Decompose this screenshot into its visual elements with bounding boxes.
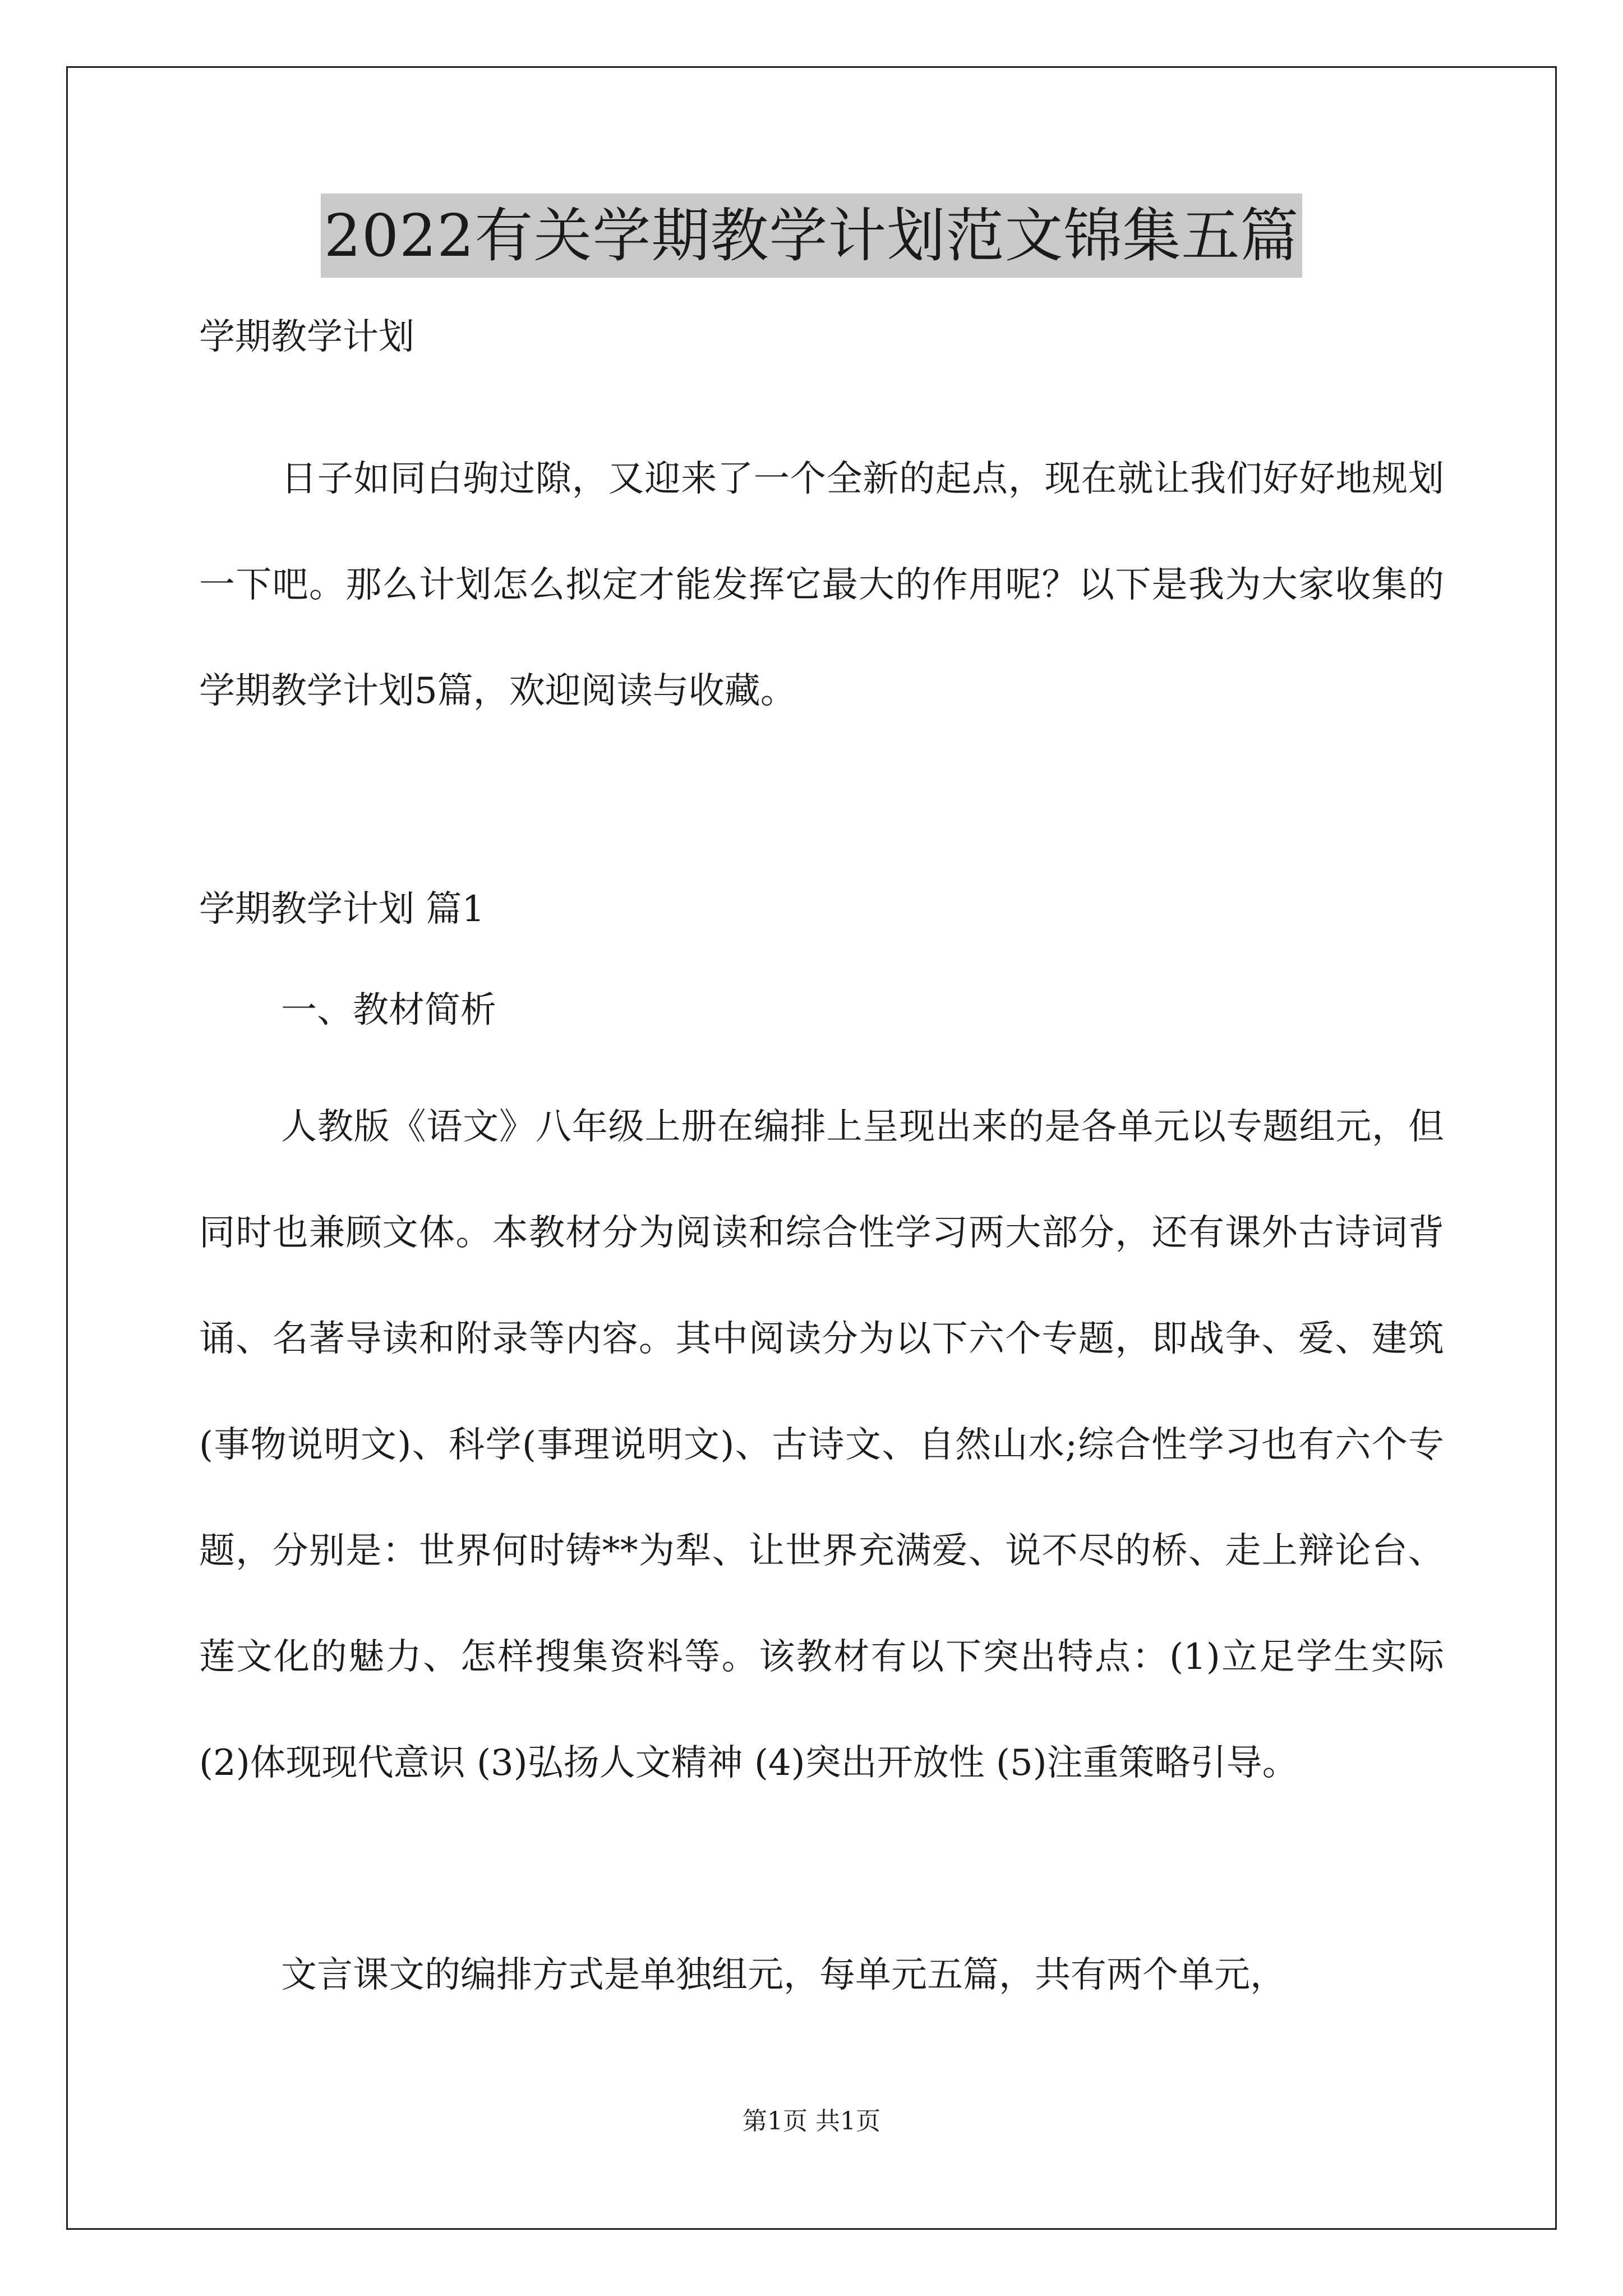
title-container <box>0 194 1623 278</box>
heading-teaching-plan: 学期教学计划 <box>199 316 414 358</box>
subheading-textbook-analysis: 一、教材简析 <box>281 990 496 1031</box>
section-title: 学期教学计划 篇1 <box>199 889 485 930</box>
paragraph-classical-texts: 文言课文的编排方式是单独组元，每单元五篇，共有两个单元， <box>281 1954 1286 1996</box>
page-footer: 第1页 共1页 <box>743 2107 880 2136</box>
intro-paragraph: 日子如同白驹过隙，又迎来了一个全新的起点，现在就让我们好好地规划一下吧。那么计划怎么拟定才能发挥它最大的作用呢？以下是我为大家收集的学期教学计划5篇，欢迎阅读与收藏。 <box>199 458 1444 712</box>
paragraph-textbook: 人教版《语文》八年级上册在编排上呈现出来的是各单元以专题组元，但同时也兼顾文体。本教材分为阅读和综合性学习两大部分，还有课外古诗词背诵、名著导读和附录等内容。其中阅读分为以下六个专题，即战争、爱、建筑(事物说明文)、科学(事理说明文)、古诗文、自然山水;综合性学习也有六个专题，分别是：世界何时铸**为犁、让世界充满爱、说不尽的桥、走上辩论台、莲文化的魅力、怎样搜集资料等。该教材有以下突出特点：(1)立足学生实际 (2)体现现代意识 (3)弘扬人文精神 (4)突出开放性 (5)注重策略引导。 <box>199 1106 1444 1784</box>
document-title: 2022有关学期教学计划范文锦集五篇 <box>321 194 1303 278</box>
